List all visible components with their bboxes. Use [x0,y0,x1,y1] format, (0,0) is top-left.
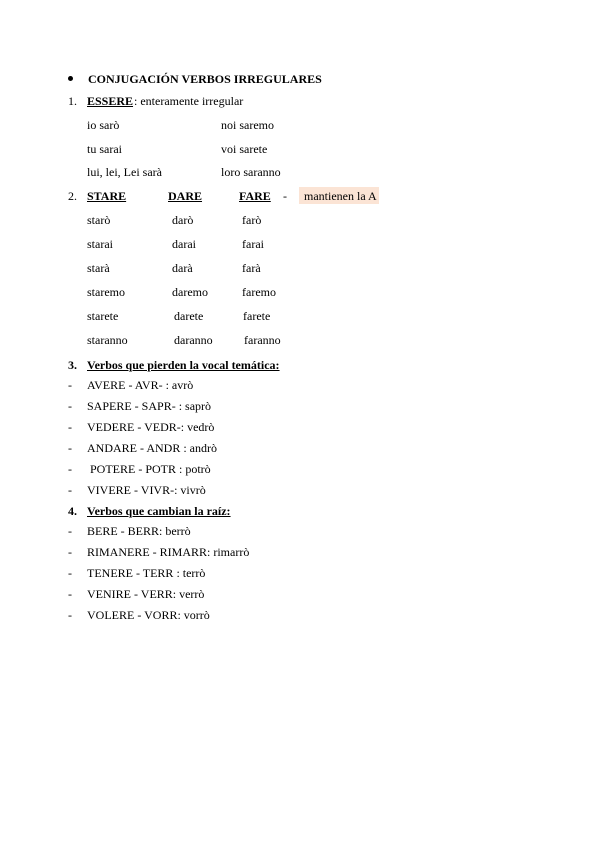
fare-form-5: farete [243,309,271,323]
list-dash: - [68,441,72,455]
list-dash: - [68,545,72,559]
stare-form-4: staremo [87,285,125,299]
dare-form-6: daranno [174,333,213,347]
fare-verb: FARE [239,189,271,203]
section-2-number: 2. [68,189,77,203]
stare-verb: STARE [87,189,127,203]
dare-form-4: daremo [172,285,208,299]
section-1-number: 1. [68,94,77,108]
stare-form-1: starò [87,213,111,227]
note-text: mantienen la A [304,189,377,203]
section-3-title: Verbos que pierden la vocal temática: [87,358,280,372]
list-dash: - [68,378,72,392]
stare-form-3: starà [87,261,110,275]
fare-form-3: farà [242,261,261,275]
list-item: VEDERE - VEDR-: vedrò [87,420,215,434]
list-dash: - [68,462,72,476]
stare-form-6: staranno [87,333,128,347]
section-4-title: Verbos que cambian la raíz: [87,504,231,518]
essere-row-1-left: io sarò [87,118,120,132]
dare-form-3: darà [172,261,193,275]
list-item: RIMANERE - RIMARR: rimarrò [87,545,250,559]
essere-description: : enteramente irregular [134,94,244,108]
fare-form-6: faranno [244,333,281,347]
section-3-number: 3. [68,358,77,372]
section-4-number: 4. [68,504,77,518]
list-item: TENERE - TERR : terrò [87,566,206,580]
dare-verb: DARE [168,189,203,203]
dare-form-5: darete [174,309,204,323]
essere-verb: ESSERE [87,94,134,108]
dare-form-2: darai [172,237,196,251]
essere-row-2-right: voi sarete [221,142,268,156]
list-dash: - [68,566,72,580]
essere-row-2-left: tu sarai [87,142,122,156]
list-item: VOLERE - VORR: vorrò [87,608,210,622]
fare-form-1: farò [242,213,262,227]
page-title: CONJUGACIÓN VERBOS IRREGULARES [88,72,322,86]
list-item: ANDARE - ANDR : andrò [87,441,217,455]
dare-form-1: darò [172,213,194,227]
list-item: SAPERE - SAPR- : saprò [87,399,212,413]
list-item: POTERE - POTR : potrò [87,462,211,476]
list-dash: - [68,587,72,601]
fare-form-4: faremo [242,285,276,299]
list-item: BERE - BERR: berrò [87,524,191,538]
list-dash: - [68,420,72,434]
fare-form-2: farai [242,237,264,251]
stare-form-2: starai [87,237,113,251]
essere-row-3-right: loro saranno [221,165,281,179]
list-dash: - [68,399,72,413]
essere-row-3-left: lui, lei, Lei sarà [87,165,162,179]
list-item: AVERE - AVR- : avrò [87,378,194,392]
heading-bullet-icon [68,76,73,81]
list-item: VENIRE - VERR: verrò [87,587,205,601]
list-dash: - [68,524,72,538]
essere-row-1-right: noi saremo [221,118,274,132]
list-item: VIVERE - VIVR-: vivrò [87,483,206,497]
list-dash: - [68,608,72,622]
list-dash: - [68,483,72,497]
note-dash: - [283,189,287,203]
stare-form-5: starete [87,309,119,323]
